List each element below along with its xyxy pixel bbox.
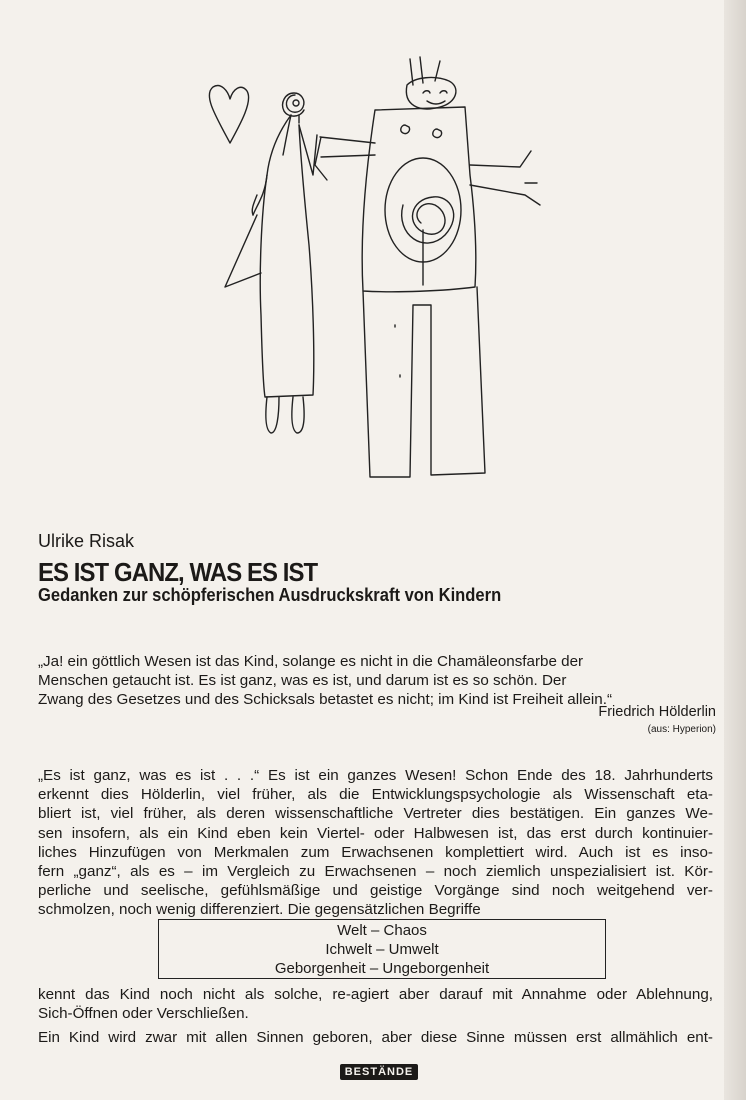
child-drawing-illustration	[195, 55, 555, 495]
article-subtitle: Gedanken zur schöpferischen Ausdruckskraft von Kindern	[38, 585, 502, 605]
concept-pairs-box	[158, 919, 606, 979]
concept-pair: Geborgenheit – Ungeborgenheit	[274, 960, 490, 977]
body-paragraph	[38, 766, 713, 920]
concept-pair: Ichwelt – Umwelt	[325, 941, 439, 958]
quote-author: Friedrich Hölderlin	[598, 704, 716, 720]
body-line: perliche und seelische, gefühlsmäßige und geistige Vorgänge sind noch weitgehend ver-	[38, 882, 713, 900]
body-last-line: Ein Kind wird zwar mit allen Sinnen geboren, aber diese Sinne müssen erst allmählich ent-	[38, 1029, 713, 1046]
body-line: „Es ist ganz, was es ist . . .“ Es ist ein ganzes Wesen! Schon Ende des 18. Jahrhunderts	[38, 767, 713, 784]
body-line: liches Hinzufügen von Merkmalen zum Erwachsenen komplettiert wird. Auch ist es inso-	[38, 843, 713, 861]
body-line: bliert ist, viel früher, als deren wissenschaftliche Vertreter dies bestätigen. Ein ganzes We-	[38, 805, 713, 823]
body-line: erkennt dies Hölderlin, viel früher, als die Entwicklungspsychologie als Wissenschaft eta-	[38, 786, 713, 804]
article-author: Ulrike Risak	[38, 531, 135, 551]
body-continuation	[38, 985, 713, 1023]
page-edge	[724, 0, 746, 1100]
body-line: schmolzen, noch wenig differenziert. Die gegensätzlichen Begriffe	[38, 901, 481, 919]
body-line: sen insofern, als ein Kind eben kein Viertel- oder Halbwesen ist, das erst durch kontinuier-	[38, 824, 713, 842]
quote-line: Menschen getaucht ist. Es ist ganz, was es ist, und darum ist es so schön. Der	[38, 672, 567, 689]
article-title: ES IST GANZ, WAS ES IST	[38, 557, 318, 587]
body-line: Sich-Öffnen oder Verschließen.	[38, 1005, 249, 1023]
quote-line: „Ja! ein göttlich Wesen ist das Kind, solange es nicht in die Chamäleonsfarbe der	[38, 653, 584, 670]
quote-source: (aus: Hyperion)	[647, 724, 716, 735]
quote-line: Zwang des Gesetzes und des Schicksals betastet es nicht; im Kind ist Freiheit allein.“	[38, 691, 613, 708]
publication-logo: BESTÄNDE	[340, 1064, 418, 1080]
concept-pair: Welt – Chaos	[337, 922, 427, 939]
epigraph-quote	[38, 652, 718, 709]
body-line: fern „ganz“, als es – im Vergleich zu Erwachsenen – noch ziemlich unspezialisiert ist. Kör-	[38, 863, 713, 881]
body-line: kennt das Kind noch nicht als solche, re-agiert aber darauf mit Annahme oder Ablehnung,	[38, 986, 713, 1003]
